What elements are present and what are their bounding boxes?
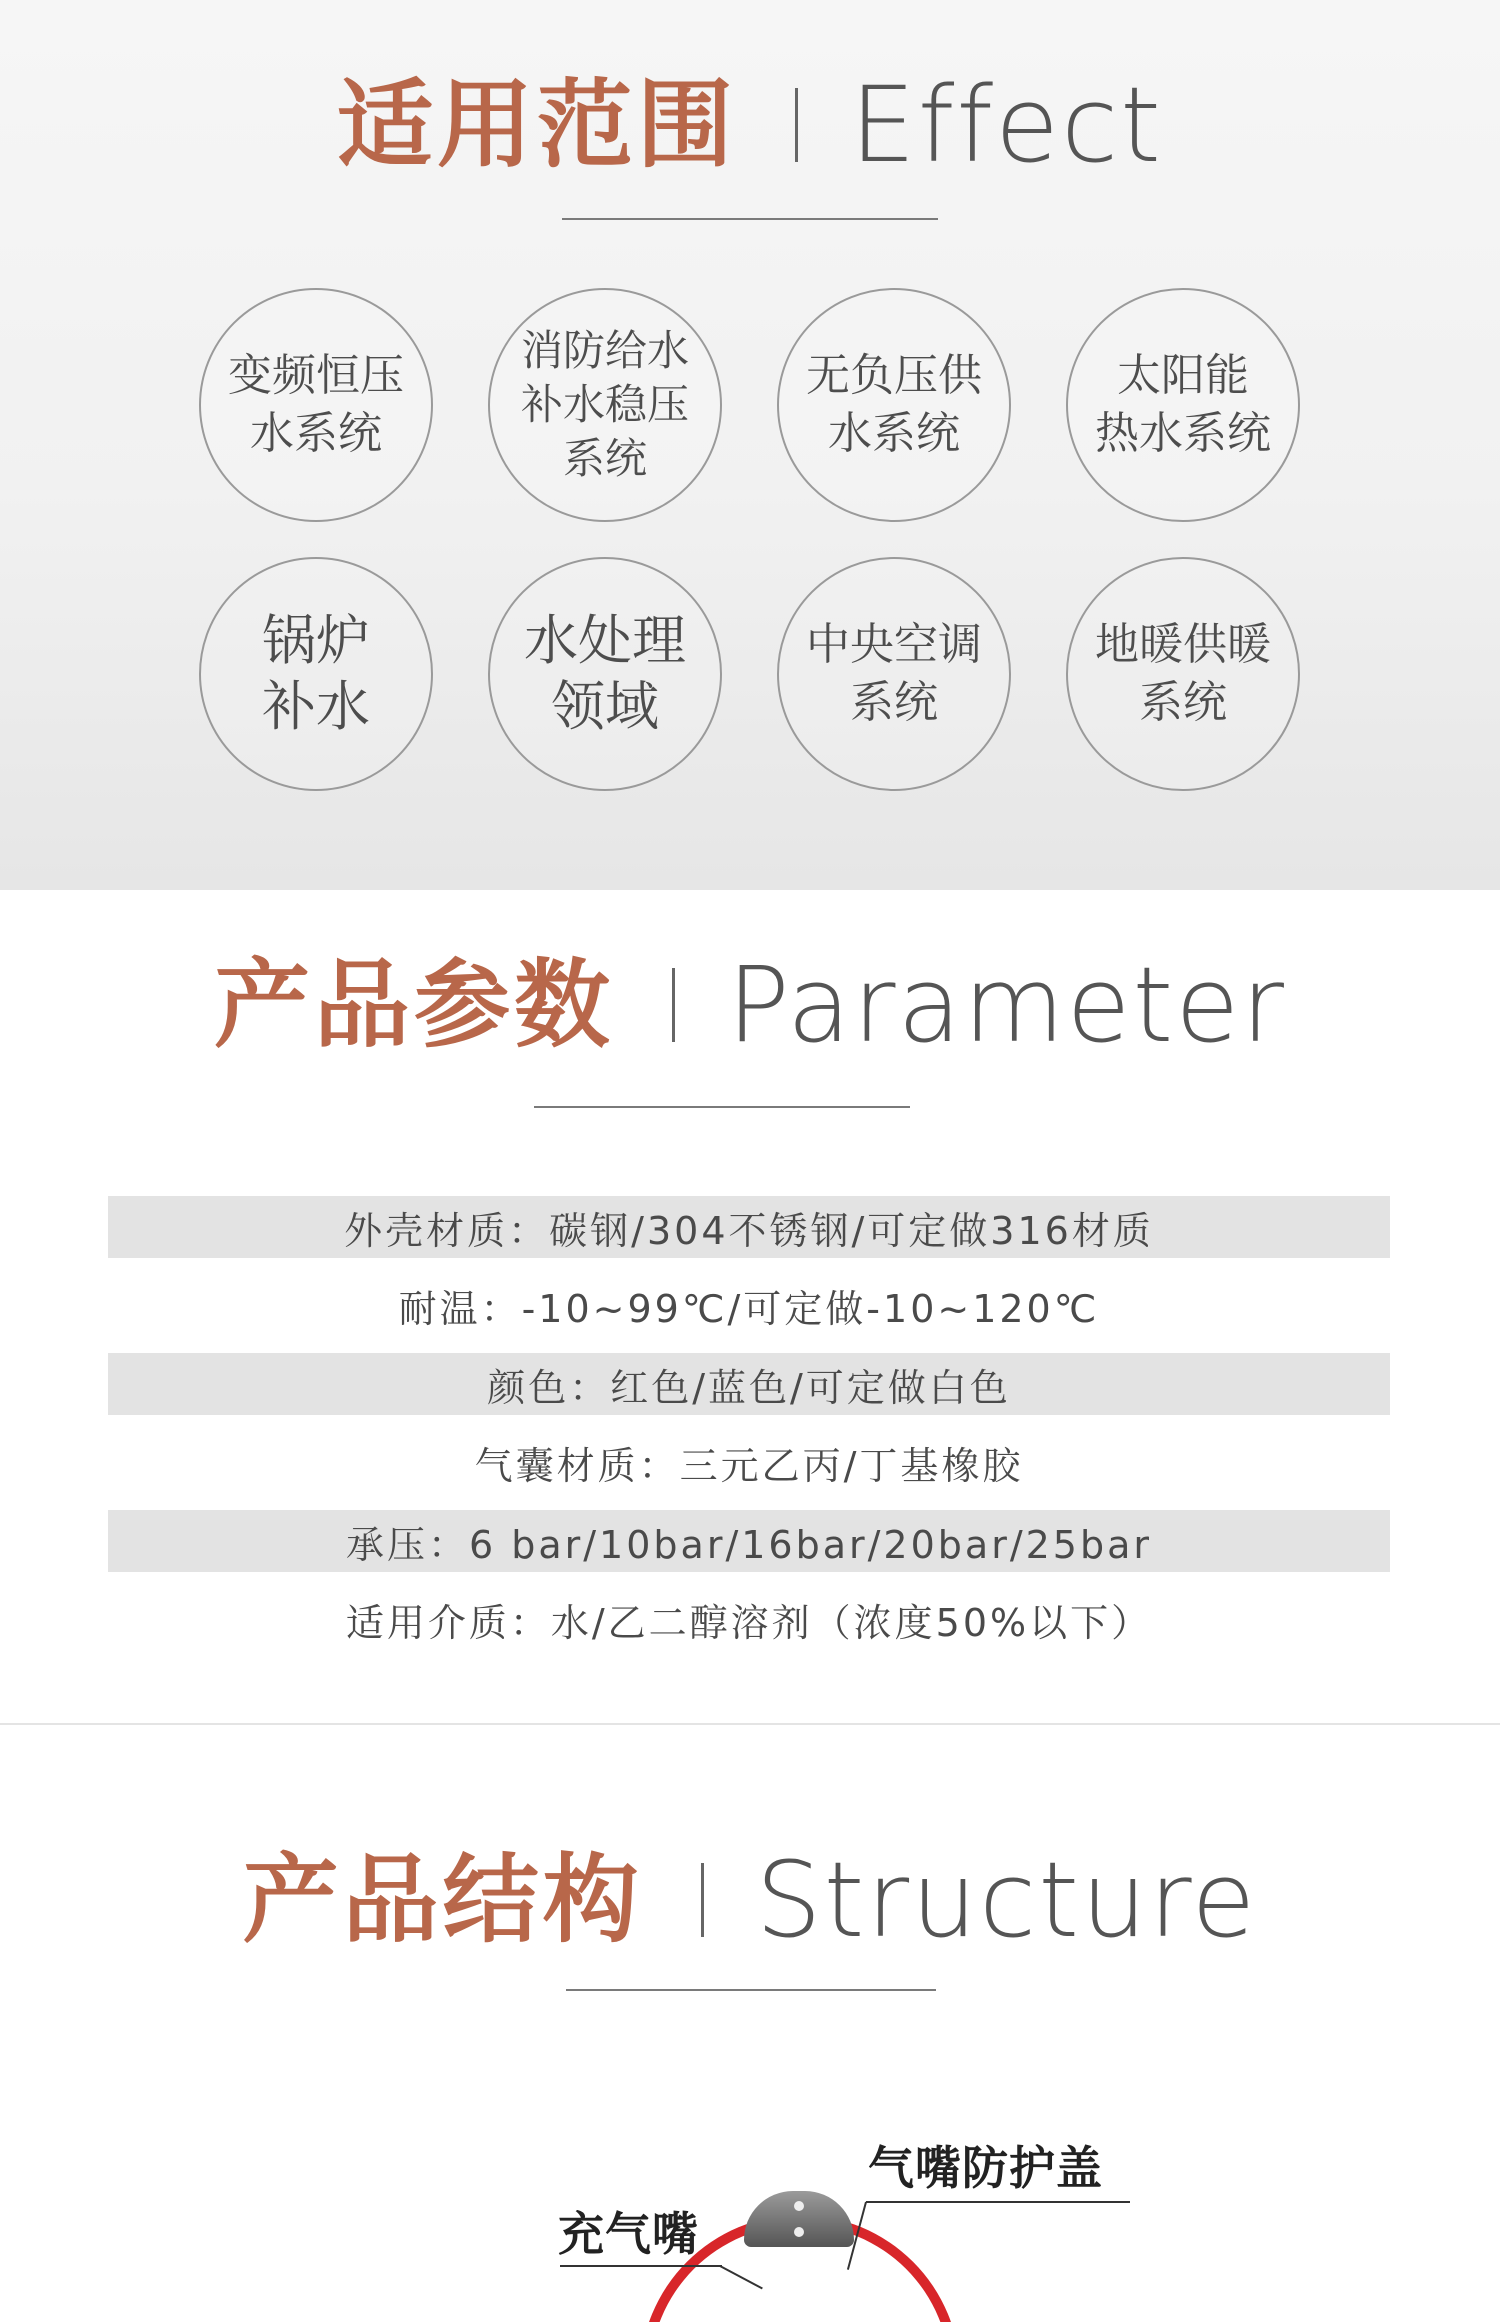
- structure-heading: [0, 1839, 1500, 1961]
- param-row-color: 颜色：红色/蓝色/可定做白色: [108, 1353, 1390, 1415]
- heading-separator: [795, 88, 798, 162]
- valve-cap-leader-line: [866, 2201, 1130, 2203]
- scope-item-label: 水处理 领域: [524, 609, 686, 738]
- parameter-title-cn: 产品参数: [213, 949, 614, 1061]
- parameter-section: [0, 890, 1500, 1725]
- valve-illustration: [744, 2191, 854, 2247]
- scope-item-label: 太阳能 热水系统: [1095, 350, 1271, 459]
- valve-dot: [794, 2227, 804, 2237]
- structure-title-en: Structure: [755, 1839, 1258, 1961]
- inflation-valve-label: 充气嘴: [558, 2207, 699, 2261]
- scope-item-circle: [777, 557, 1011, 791]
- structure-underline: [566, 1989, 936, 1991]
- scope-item-circle: [199, 288, 433, 522]
- scope-item-circle: [488, 557, 722, 791]
- param-row-pressure: 承压：6 bar/10bar/16bar/20bar/25bar: [108, 1510, 1390, 1572]
- valve-dot: [794, 2201, 804, 2211]
- param-row-medium: 适用介质：水/乙二醇溶剂（浓度50%以下）: [345, 1600, 1153, 1645]
- scope-item-label: 变频恒压 水系统: [228, 350, 404, 459]
- parameter-title-en: Parameter: [726, 944, 1287, 1066]
- scope-item-label: 无负压供 水系统: [806, 350, 982, 459]
- param-row-temperature: 耐温：-10~99℃/可定做-10~120℃: [398, 1286, 1100, 1331]
- valve-cap-label: 气嘴防护盖: [868, 2141, 1103, 2195]
- param-row-bladder-material: 气囊材质：三元乙丙/丁基橡胶: [474, 1443, 1024, 1488]
- scope-item-circle: [1066, 288, 1300, 522]
- effect-heading: [0, 64, 1500, 186]
- scope-item-circle: [488, 288, 722, 522]
- scope-item-label: 锅炉 补水: [262, 609, 370, 738]
- heading-separator: [701, 1863, 704, 1937]
- effect-underline: [562, 218, 938, 220]
- scope-item-label: 地暖供暖 系统: [1095, 619, 1271, 728]
- effect-title-cn: 适用范围: [337, 69, 738, 181]
- effect-section: [0, 0, 1500, 890]
- structure-section: [0, 1725, 1500, 2322]
- scope-item-circle: [1066, 557, 1300, 791]
- heading-separator: [672, 968, 675, 1042]
- parameter-heading: [0, 944, 1500, 1066]
- scope-item-label: 消防给水 补水稳压 系统: [520, 326, 689, 483]
- scope-item-circle: [777, 288, 1011, 522]
- scope-item-label: 中央空调 系统: [806, 619, 982, 728]
- param-row-shell-material: 外壳材质：碳钢/304不锈钢/可定做316材质: [108, 1196, 1390, 1258]
- structure-title-cn: 产品结构: [242, 1844, 643, 1956]
- effect-title-en: Effect: [850, 64, 1163, 186]
- scope-item-circle: [199, 557, 433, 791]
- parameter-underline: [534, 1106, 910, 1108]
- inflation-valve-leader-line: [560, 2265, 722, 2267]
